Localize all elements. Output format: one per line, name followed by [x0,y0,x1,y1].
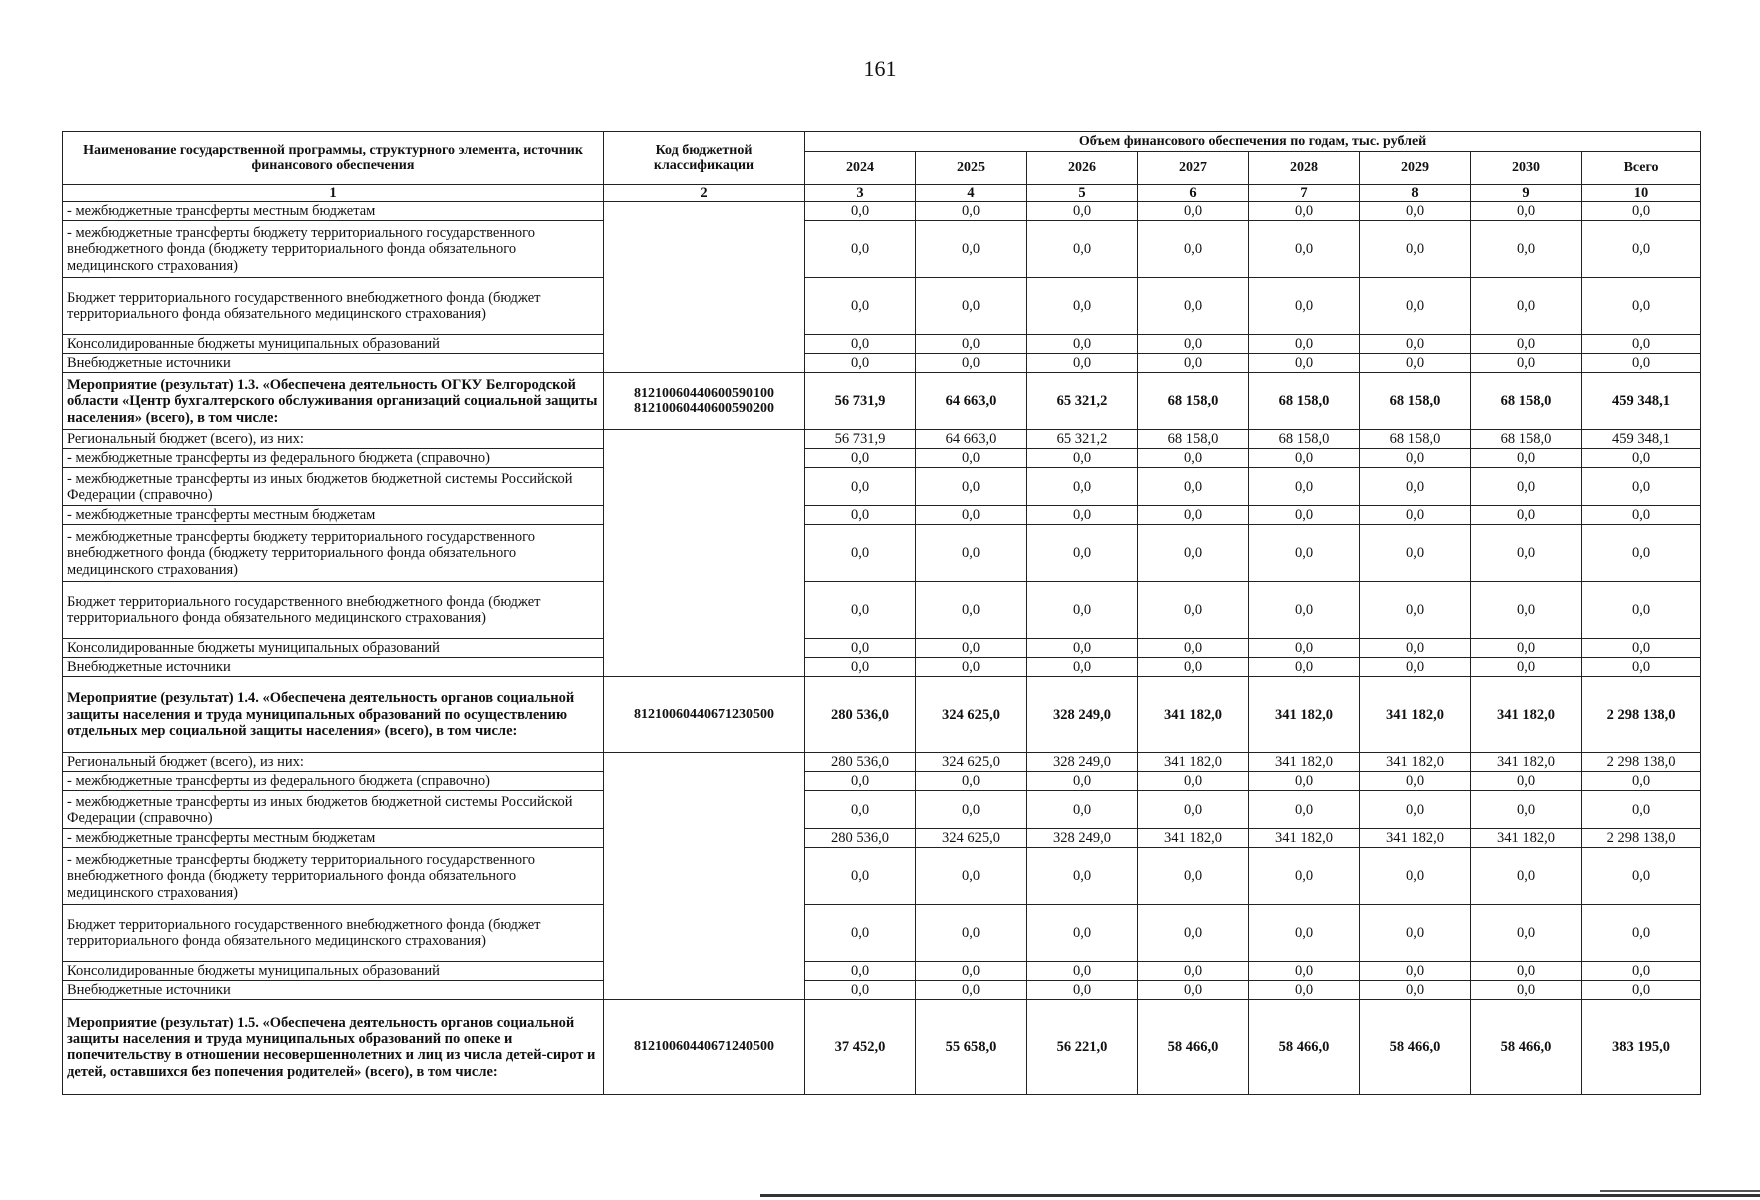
row-value: 0,0 [1582,905,1701,962]
row-value: 0,0 [1582,525,1701,582]
row-value: 0,0 [1138,525,1249,582]
table-row [63,468,1701,506]
column-number: 3 [805,185,916,202]
event-value: 280 536,0 [805,677,916,753]
row-value: 0,0 [1471,639,1582,658]
row-value: 0,0 [1027,354,1138,373]
row-value: 0,0 [805,278,916,335]
column-number: 4 [916,185,1027,202]
row-value: 0,0 [1027,791,1138,829]
event-value: 55 658,0 [916,1000,1027,1095]
row-name: Региональный бюджет (всего), из них: [63,430,604,449]
row-value: 0,0 [1138,848,1249,905]
row-value: 0,0 [1138,468,1249,506]
row-value: 0,0 [1027,468,1138,506]
column-number: 5 [1027,185,1138,202]
row-value: 0,0 [1138,202,1249,221]
row-name: Внебюджетные источники [63,981,604,1000]
row-value: 0,0 [1471,506,1582,525]
row-value: 459 348,1 [1582,430,1701,449]
row-value: 0,0 [1582,582,1701,639]
row-value: 0,0 [805,962,916,981]
row-value: 0,0 [1138,221,1249,278]
row-value: 0,0 [1027,772,1138,791]
event-value: 383 195,0 [1582,1000,1701,1095]
row-value: 0,0 [805,791,916,829]
row-value: 0,0 [1027,506,1138,525]
table-row [63,582,1701,639]
row-name: Внебюджетные источники [63,354,604,373]
row-value: 0,0 [805,639,916,658]
row-value: 65 321,2 [1027,430,1138,449]
row-value: 56 731,9 [805,430,916,449]
row-value: 0,0 [1582,658,1701,677]
row-value: 0,0 [1471,582,1582,639]
row-value: 0,0 [1360,202,1471,221]
row-value: 68 158,0 [1471,430,1582,449]
row-value: 0,0 [1249,506,1360,525]
header-year: 2029 [1360,152,1471,185]
row-name: - межбюджетные трансферты из иных бюджетов бюджетной системы Российской Федерации (справочно) [63,791,604,829]
table-row [63,525,1701,582]
row-value: 0,0 [1360,848,1471,905]
row-value: 0,0 [805,582,916,639]
row-value: 0,0 [1360,221,1471,278]
row-value: 0,0 [1471,278,1582,335]
row-value: 0,0 [1138,335,1249,354]
header-code: Код бюджетной классификации [604,132,805,185]
event-row [63,1000,1701,1095]
row-value: 0,0 [1360,449,1471,468]
column-number: 1 [63,185,604,202]
row-value: 0,0 [1360,905,1471,962]
row-value: 0,0 [916,221,1027,278]
event-value: 324 625,0 [916,677,1027,753]
row-value: 0,0 [1249,962,1360,981]
row-value: 0,0 [1027,981,1138,1000]
event-value: 56 221,0 [1027,1000,1138,1095]
row-value: 0,0 [805,354,916,373]
row-value: 0,0 [1360,525,1471,582]
row-value: 0,0 [1249,278,1360,335]
row-value: 0,0 [1138,791,1249,829]
column-number: 7 [1249,185,1360,202]
row-value: 0,0 [1360,658,1471,677]
event-code: 81210060440600590100 81210060440600590200 [604,373,805,430]
row-value: 0,0 [1471,202,1582,221]
row-value: 0,0 [916,639,1027,658]
row-value: 0,0 [805,506,916,525]
row-value: 0,0 [1582,791,1701,829]
event-value: 58 466,0 [1471,1000,1582,1095]
event-value: 341 182,0 [1360,677,1471,753]
event-value: 37 452,0 [805,1000,916,1095]
table-row [63,848,1701,905]
table-row [63,639,1701,658]
column-number: 10 [1582,185,1701,202]
row-value: 0,0 [1582,221,1701,278]
row-name: - межбюджетные трансферты из федерального бюджета (справочно) [63,772,604,791]
row-value: 2 298 138,0 [1582,829,1701,848]
row-value: 0,0 [1360,772,1471,791]
table-row [63,335,1701,354]
row-value: 0,0 [1582,506,1701,525]
header-year: 2026 [1027,152,1138,185]
row-value: 0,0 [1027,221,1138,278]
table-row [63,905,1701,962]
page-number: 161 [863,56,897,81]
row-value: 0,0 [916,335,1027,354]
row-value: 0,0 [1249,848,1360,905]
event-value: 68 158,0 [1138,373,1249,430]
row-value: 0,0 [1027,962,1138,981]
row-value: 0,0 [1138,449,1249,468]
row-value: 0,0 [1138,278,1249,335]
header-year: 2024 [805,152,916,185]
table-row [63,449,1701,468]
table-row [63,658,1701,677]
event-code: 81210060440671240500 [604,1000,805,1095]
row-value: 0,0 [1582,202,1701,221]
event-value: 58 466,0 [1249,1000,1360,1095]
row-value: 2 298 138,0 [1582,753,1701,772]
row-value: 328 249,0 [1027,829,1138,848]
table-row [63,430,1701,449]
row-name: Бюджет территориального государственного внебюджетного фонда (бюджет территориального фонда обязательного медицинского страхования) [63,905,604,962]
row-value: 0,0 [916,905,1027,962]
row-value: 0,0 [1249,981,1360,1000]
scan-artifact-line [1600,1190,1760,1192]
row-value: 0,0 [1249,221,1360,278]
row-value: 0,0 [1471,962,1582,981]
event-value: 58 466,0 [1360,1000,1471,1095]
row-value: 0,0 [805,772,916,791]
table-row [63,772,1701,791]
row-value: 280 536,0 [805,829,916,848]
table-row [63,202,1701,221]
row-value: 0,0 [1138,639,1249,658]
event-value: 64 663,0 [916,373,1027,430]
event-title: Мероприятие (результат) 1.4. «Обеспечена деятельность органов социальной защиты населения и труда муниципальных образований по осуществлению отдельных мер социальной защиты населения» (всего), в том числе: [63,677,604,753]
row-value: 0,0 [1582,848,1701,905]
table-row [63,791,1701,829]
row-value: 341 182,0 [1471,829,1582,848]
row-value: 0,0 [1471,905,1582,962]
row-value: 68 158,0 [1360,430,1471,449]
column-number: 8 [1360,185,1471,202]
row-value: 0,0 [1471,848,1582,905]
row-value: 0,0 [1249,449,1360,468]
table-header [63,132,1701,185]
row-name: - межбюджетные трансферты местным бюджетам [63,829,604,848]
row-value: 0,0 [1138,354,1249,373]
header-total: Всего [1582,152,1701,185]
event-row [63,677,1701,753]
row-name: Внебюджетные источники [63,658,604,677]
column-number-row [63,185,1701,202]
row-value: 0,0 [1027,335,1138,354]
row-value: 0,0 [1138,772,1249,791]
table-row [63,354,1701,373]
row-name: Консолидированные бюджеты муниципальных образований [63,335,604,354]
row-value: 0,0 [1027,905,1138,962]
row-value: 0,0 [805,981,916,1000]
row-value: 0,0 [1471,468,1582,506]
column-number: 9 [1471,185,1582,202]
event-value: 2 298 138,0 [1582,677,1701,753]
row-name: - межбюджетные трансферты местным бюджетам [63,506,604,525]
event-value: 341 182,0 [1471,677,1582,753]
row-value: 68 158,0 [1138,430,1249,449]
row-value: 0,0 [1138,506,1249,525]
row-name: - межбюджетные трансферты бюджету территориального государственного внебюджетного фонда (бюджету территориального фонда обязательного медицинского страхования) [63,221,604,278]
row-value: 280 536,0 [805,753,916,772]
table-row [63,981,1701,1000]
row-value: 341 182,0 [1138,829,1249,848]
row-value: 0,0 [916,582,1027,639]
row-value: 64 663,0 [916,430,1027,449]
row-value: 0,0 [1471,525,1582,582]
row-value: 0,0 [1360,639,1471,658]
row-value: 0,0 [1249,582,1360,639]
row-value: 0,0 [1582,468,1701,506]
row-value: 0,0 [916,962,1027,981]
row-value: 0,0 [1360,506,1471,525]
row-value: 0,0 [1471,354,1582,373]
table-row [63,753,1701,772]
row-value: 0,0 [805,905,916,962]
row-value: 0,0 [805,449,916,468]
row-name: - межбюджетные трансферты бюджету территориального государственного внебюджетного фонда (бюджету территориального фонда обязательного медицинского страхования) [63,848,604,905]
row-value: 0,0 [1138,658,1249,677]
row-value: 0,0 [1360,791,1471,829]
row-value: 0,0 [1582,639,1701,658]
row-value: 0,0 [1138,582,1249,639]
row-name: - межбюджетные трансферты из иных бюджетов бюджетной системы Российской Федерации (справочно) [63,468,604,506]
row-value: 0,0 [1582,772,1701,791]
row-value: 341 182,0 [1249,753,1360,772]
row-value: 0,0 [916,354,1027,373]
header-name: Наименование государственной программы, структурного элемента, источник финансового обеспечения [63,132,604,185]
row-value: 0,0 [1249,639,1360,658]
row-value: 0,0 [916,658,1027,677]
row-value: 0,0 [1249,202,1360,221]
event-value: 68 158,0 [1471,373,1582,430]
row-value: 341 182,0 [1360,829,1471,848]
row-value: 0,0 [1249,525,1360,582]
row-name: - межбюджетные трансферты бюджету территориального государственного внебюджетного фонда (бюджету территориального фонда обязательного медицинского страхования) [63,525,604,582]
row-value: 0,0 [1027,848,1138,905]
row-name: - межбюджетные трансферты местным бюджетам [63,202,604,221]
row-value: 0,0 [805,658,916,677]
scan-artifact-line [760,1194,1760,1197]
event-code: 81210060440671230500 [604,677,805,753]
row-value: 0,0 [1027,449,1138,468]
row-value: 68 158,0 [1249,430,1360,449]
row-value: 0,0 [916,468,1027,506]
row-value: 0,0 [1249,658,1360,677]
budget-code [604,430,805,677]
row-value: 0,0 [916,449,1027,468]
column-number: 6 [1138,185,1249,202]
row-value: 324 625,0 [916,829,1027,848]
row-value: 341 182,0 [1138,753,1249,772]
row-value: 0,0 [805,221,916,278]
row-value: 0,0 [1360,468,1471,506]
event-value: 65 321,2 [1027,373,1138,430]
row-value: 0,0 [1027,278,1138,335]
row-value: 0,0 [1471,981,1582,1000]
row-value: 341 182,0 [1249,829,1360,848]
row-value: 0,0 [1027,658,1138,677]
row-value: 0,0 [1138,905,1249,962]
row-value: 0,0 [1582,962,1701,981]
row-value: 0,0 [916,278,1027,335]
row-value: 0,0 [1027,639,1138,658]
event-row [63,373,1701,430]
event-value: 341 182,0 [1249,677,1360,753]
row-value: 0,0 [1249,791,1360,829]
row-value: 0,0 [1138,981,1249,1000]
column-number: 2 [604,185,805,202]
row-name: Бюджет территориального государственного внебюджетного фонда (бюджет территориального фонда обязательного медицинского страхования) [63,278,604,335]
table-body [63,185,1701,1095]
row-value: 0,0 [1027,202,1138,221]
row-value: 341 182,0 [1360,753,1471,772]
row-value: 0,0 [1471,658,1582,677]
row-name: Региональный бюджет (всего), из них: [63,753,604,772]
row-value: 0,0 [1360,962,1471,981]
row-value: 0,0 [805,202,916,221]
event-value: 328 249,0 [1027,677,1138,753]
row-value: 0,0 [1582,278,1701,335]
row-value: 0,0 [916,525,1027,582]
table-row [63,221,1701,278]
row-value: 0,0 [1471,449,1582,468]
header-volume: Объем финансового обеспечения по годам, тыс. рублей [805,132,1701,152]
row-value: 0,0 [1471,791,1582,829]
row-value: 0,0 [805,335,916,354]
header-year: 2027 [1138,152,1249,185]
header-year: 2028 [1249,152,1360,185]
row-value: 0,0 [916,202,1027,221]
table-row [63,962,1701,981]
row-value: 0,0 [1582,354,1701,373]
event-value: 68 158,0 [1249,373,1360,430]
row-value: 0,0 [1027,582,1138,639]
row-value: 0,0 [1249,468,1360,506]
row-value: 0,0 [916,981,1027,1000]
row-value: 0,0 [1471,221,1582,278]
event-value: 58 466,0 [1138,1000,1249,1095]
event-value: 341 182,0 [1138,677,1249,753]
table-row [63,829,1701,848]
table-row [63,506,1701,525]
header-year: 2025 [916,152,1027,185]
budget-code [604,753,805,1000]
row-name: - межбюджетные трансферты из федерального бюджета (справочно) [63,449,604,468]
row-value: 0,0 [1360,335,1471,354]
row-value: 0,0 [1249,335,1360,354]
row-value: 0,0 [1471,335,1582,354]
row-value: 341 182,0 [1471,753,1582,772]
row-value: 0,0 [916,506,1027,525]
event-title: Мероприятие (результат) 1.5. «Обеспечена деятельность органов социальной защиты населения и труда муниципальных образований по опеке и попечительству в отношении несовершеннолетних и лиц из числа детей-сирот и детей, оставшихся без попечения родителей» (всего), в том числе: [63,1000,604,1095]
row-value: 0,0 [1360,981,1471,1000]
row-value: 0,0 [1471,772,1582,791]
budget-code [604,202,805,373]
event-value: 56 731,9 [805,373,916,430]
budget-table [62,131,1701,1095]
row-value: 0,0 [1360,354,1471,373]
row-value: 0,0 [1249,354,1360,373]
row-value: 0,0 [1249,772,1360,791]
row-value: 0,0 [805,848,916,905]
event-title: Мероприятие (результат) 1.3. «Обеспечена деятельность ОГКУ Белгородской области «Центр бухгалтерского обслуживания организаций социальной защиты населения» (всего), в том числе: [63,373,604,430]
row-value: 0,0 [1360,582,1471,639]
event-value: 68 158,0 [1360,373,1471,430]
row-value: 328 249,0 [1027,753,1138,772]
row-value: 0,0 [916,772,1027,791]
row-value: 0,0 [916,848,1027,905]
row-value: 0,0 [1582,449,1701,468]
row-name: Консолидированные бюджеты муниципальных образований [63,639,604,658]
row-value: 0,0 [1360,278,1471,335]
row-value: 324 625,0 [916,753,1027,772]
row-value: 0,0 [805,525,916,582]
row-value: 0,0 [1249,905,1360,962]
row-value: 0,0 [1582,981,1701,1000]
row-value: 0,0 [1138,962,1249,981]
row-name: Бюджет территориального государственного внебюджетного фонда (бюджет территориального фонда обязательного медицинского страхования) [63,582,604,639]
row-name: Консолидированные бюджеты муниципальных образований [63,962,604,981]
event-value: 459 348,1 [1582,373,1701,430]
table-row [63,278,1701,335]
row-value: 0,0 [1582,335,1701,354]
row-value: 0,0 [805,468,916,506]
row-value: 0,0 [1027,525,1138,582]
header-year: 2030 [1471,152,1582,185]
row-value: 0,0 [916,791,1027,829]
